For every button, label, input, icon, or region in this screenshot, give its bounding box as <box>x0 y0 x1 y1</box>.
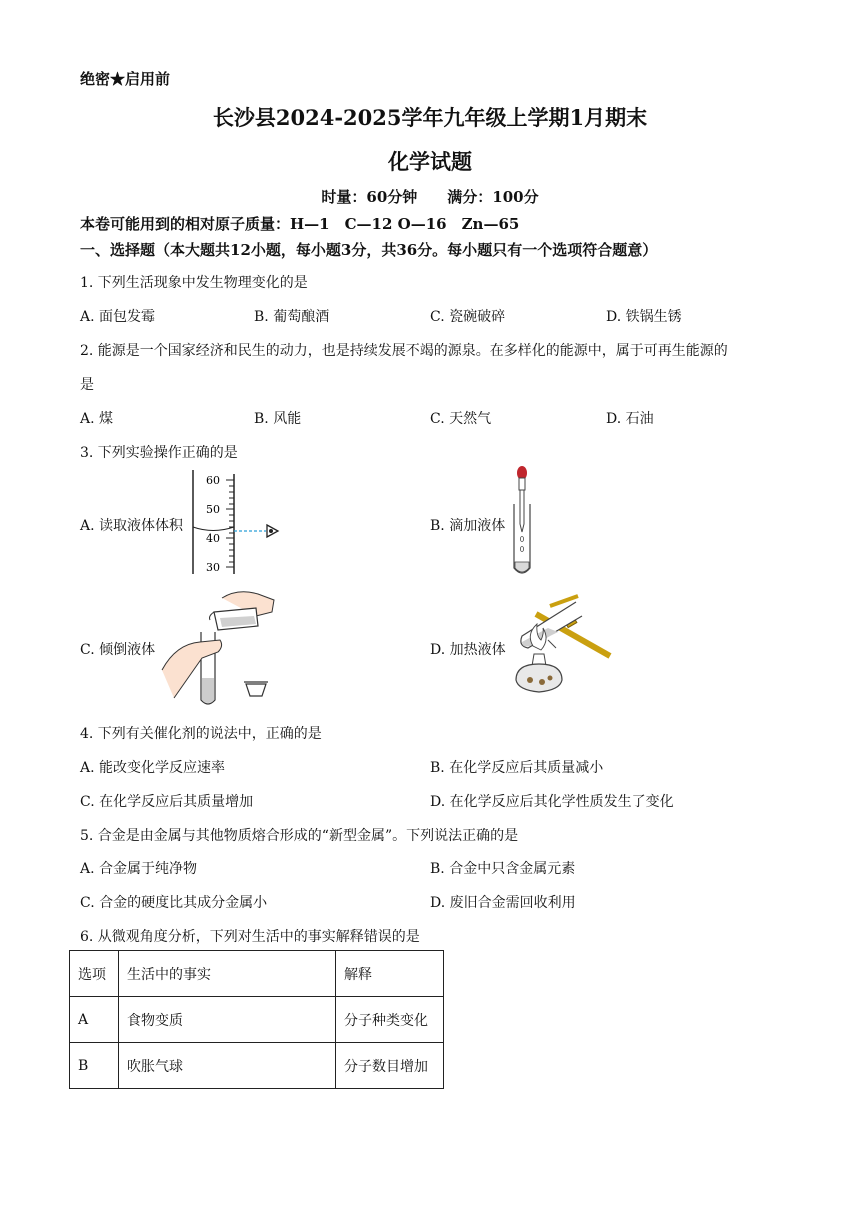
q6-table <box>69 950 444 1089</box>
section-heading: 一、选择题（本大题共12小题，每小题3分，共36分。每小题只有一个选项符合题意） <box>80 241 658 259</box>
heating-liquid-figure <box>500 594 616 698</box>
table-header-cell: 生活中的事实 <box>119 951 336 997</box>
question-1-stem: 1. 下列生活现象中发生物理变化的是 <box>80 275 308 291</box>
table-cell: 食物变质 <box>119 997 336 1043</box>
table-cell: 分子数目增加 <box>336 1043 444 1089</box>
secret-label: 绝密★启用前 <box>80 70 171 88</box>
q2-option-c: C. 天然气 <box>430 411 492 427</box>
q5-option-d: D. 废旧合金需回收利用 <box>430 895 576 911</box>
table-header-cell: 选项 <box>70 951 119 997</box>
question-6-stem: 6. 从微观角度分析，下列对生活中的事实解释错误的是 <box>80 929 420 945</box>
exam-title: 长沙县2024-2025学年九年级上学期1月期末 <box>212 105 648 130</box>
dropper-figure <box>508 464 538 580</box>
q3-option-b: B. 滴加液体 <box>430 518 506 534</box>
table-row <box>70 997 444 1043</box>
q5-option-b: B. 合金中只含金属元素 <box>430 861 576 877</box>
question-4-stem: 4. 下列有关催化剂的说法中，正确的是 <box>80 726 322 742</box>
table-cell: B <box>70 1043 119 1089</box>
q2-option-a: A. 煤 <box>80 411 114 427</box>
exam-subtitle: 化学试题 <box>388 149 472 174</box>
time-score-info: 时量：60分钟 满分：100分 <box>321 188 539 206</box>
table-cell: 吹胀气球 <box>119 1043 336 1089</box>
q4-option-d: D. 在化学反应后其化学性质发生了变化 <box>430 794 674 810</box>
question-2-stem: 2. 能源是一个国家经济和民生的动力，也是持续发展不竭的源泉。在多样化的能源中，属于可再生能源的 <box>80 343 728 359</box>
q1-option-d: D. 铁锅生锈 <box>606 309 682 325</box>
question-3-stem: 3. 下列实验操作正确的是 <box>80 445 238 461</box>
q4-option-a: A. 能改变化学反应速率 <box>80 760 226 776</box>
q2-option-b: B. 风能 <box>254 411 302 427</box>
table-row <box>70 1043 444 1089</box>
question-5-stem: 5. 合金是由金属与其他物质熔合形成的“新型金属”。下列说法正确的是 <box>80 828 519 844</box>
svg-text:50: 50 <box>206 503 220 516</box>
q3-option-a: A. 读取液体体积 <box>80 518 184 534</box>
svg-text:60: 60 <box>206 474 220 487</box>
question-2-stem-cont: 是 <box>80 377 94 393</box>
q2-option-d: D. 石油 <box>606 411 654 427</box>
table-header-cell: 解释 <box>336 951 444 997</box>
table-header-row <box>70 951 444 997</box>
table-cell: 分子种类变化 <box>336 997 444 1043</box>
graduated-cylinder-figure <box>188 470 288 576</box>
q3-option-d: D. 加热液体 <box>430 642 506 658</box>
q5-option-c: C. 合金的硬度比其成分金属小 <box>80 895 268 911</box>
table-cell: A <box>70 997 119 1043</box>
svg-text:40: 40 <box>206 532 220 545</box>
q3-option-c: C. 倾倒液体 <box>80 642 156 658</box>
q1-option-a: A. 面包发霉 <box>80 309 156 325</box>
q1-option-b: B. 葡萄酿酒 <box>254 309 330 325</box>
svg-text:30: 30 <box>206 561 220 574</box>
q1-option-c: C. 瓷碗破碎 <box>430 309 506 325</box>
q4-option-c: C. 在化学反应后其质量增加 <box>80 794 254 810</box>
pouring-liquid-figure <box>160 586 280 710</box>
atomic-mass-info: 本卷可能用到的相对原子质量：H—1 C—12 O—16 Zn—65 <box>80 215 520 233</box>
q4-option-b: B. 在化学反应后其质量减小 <box>430 760 604 776</box>
q5-option-a: A. 合金属于纯净物 <box>80 861 198 877</box>
